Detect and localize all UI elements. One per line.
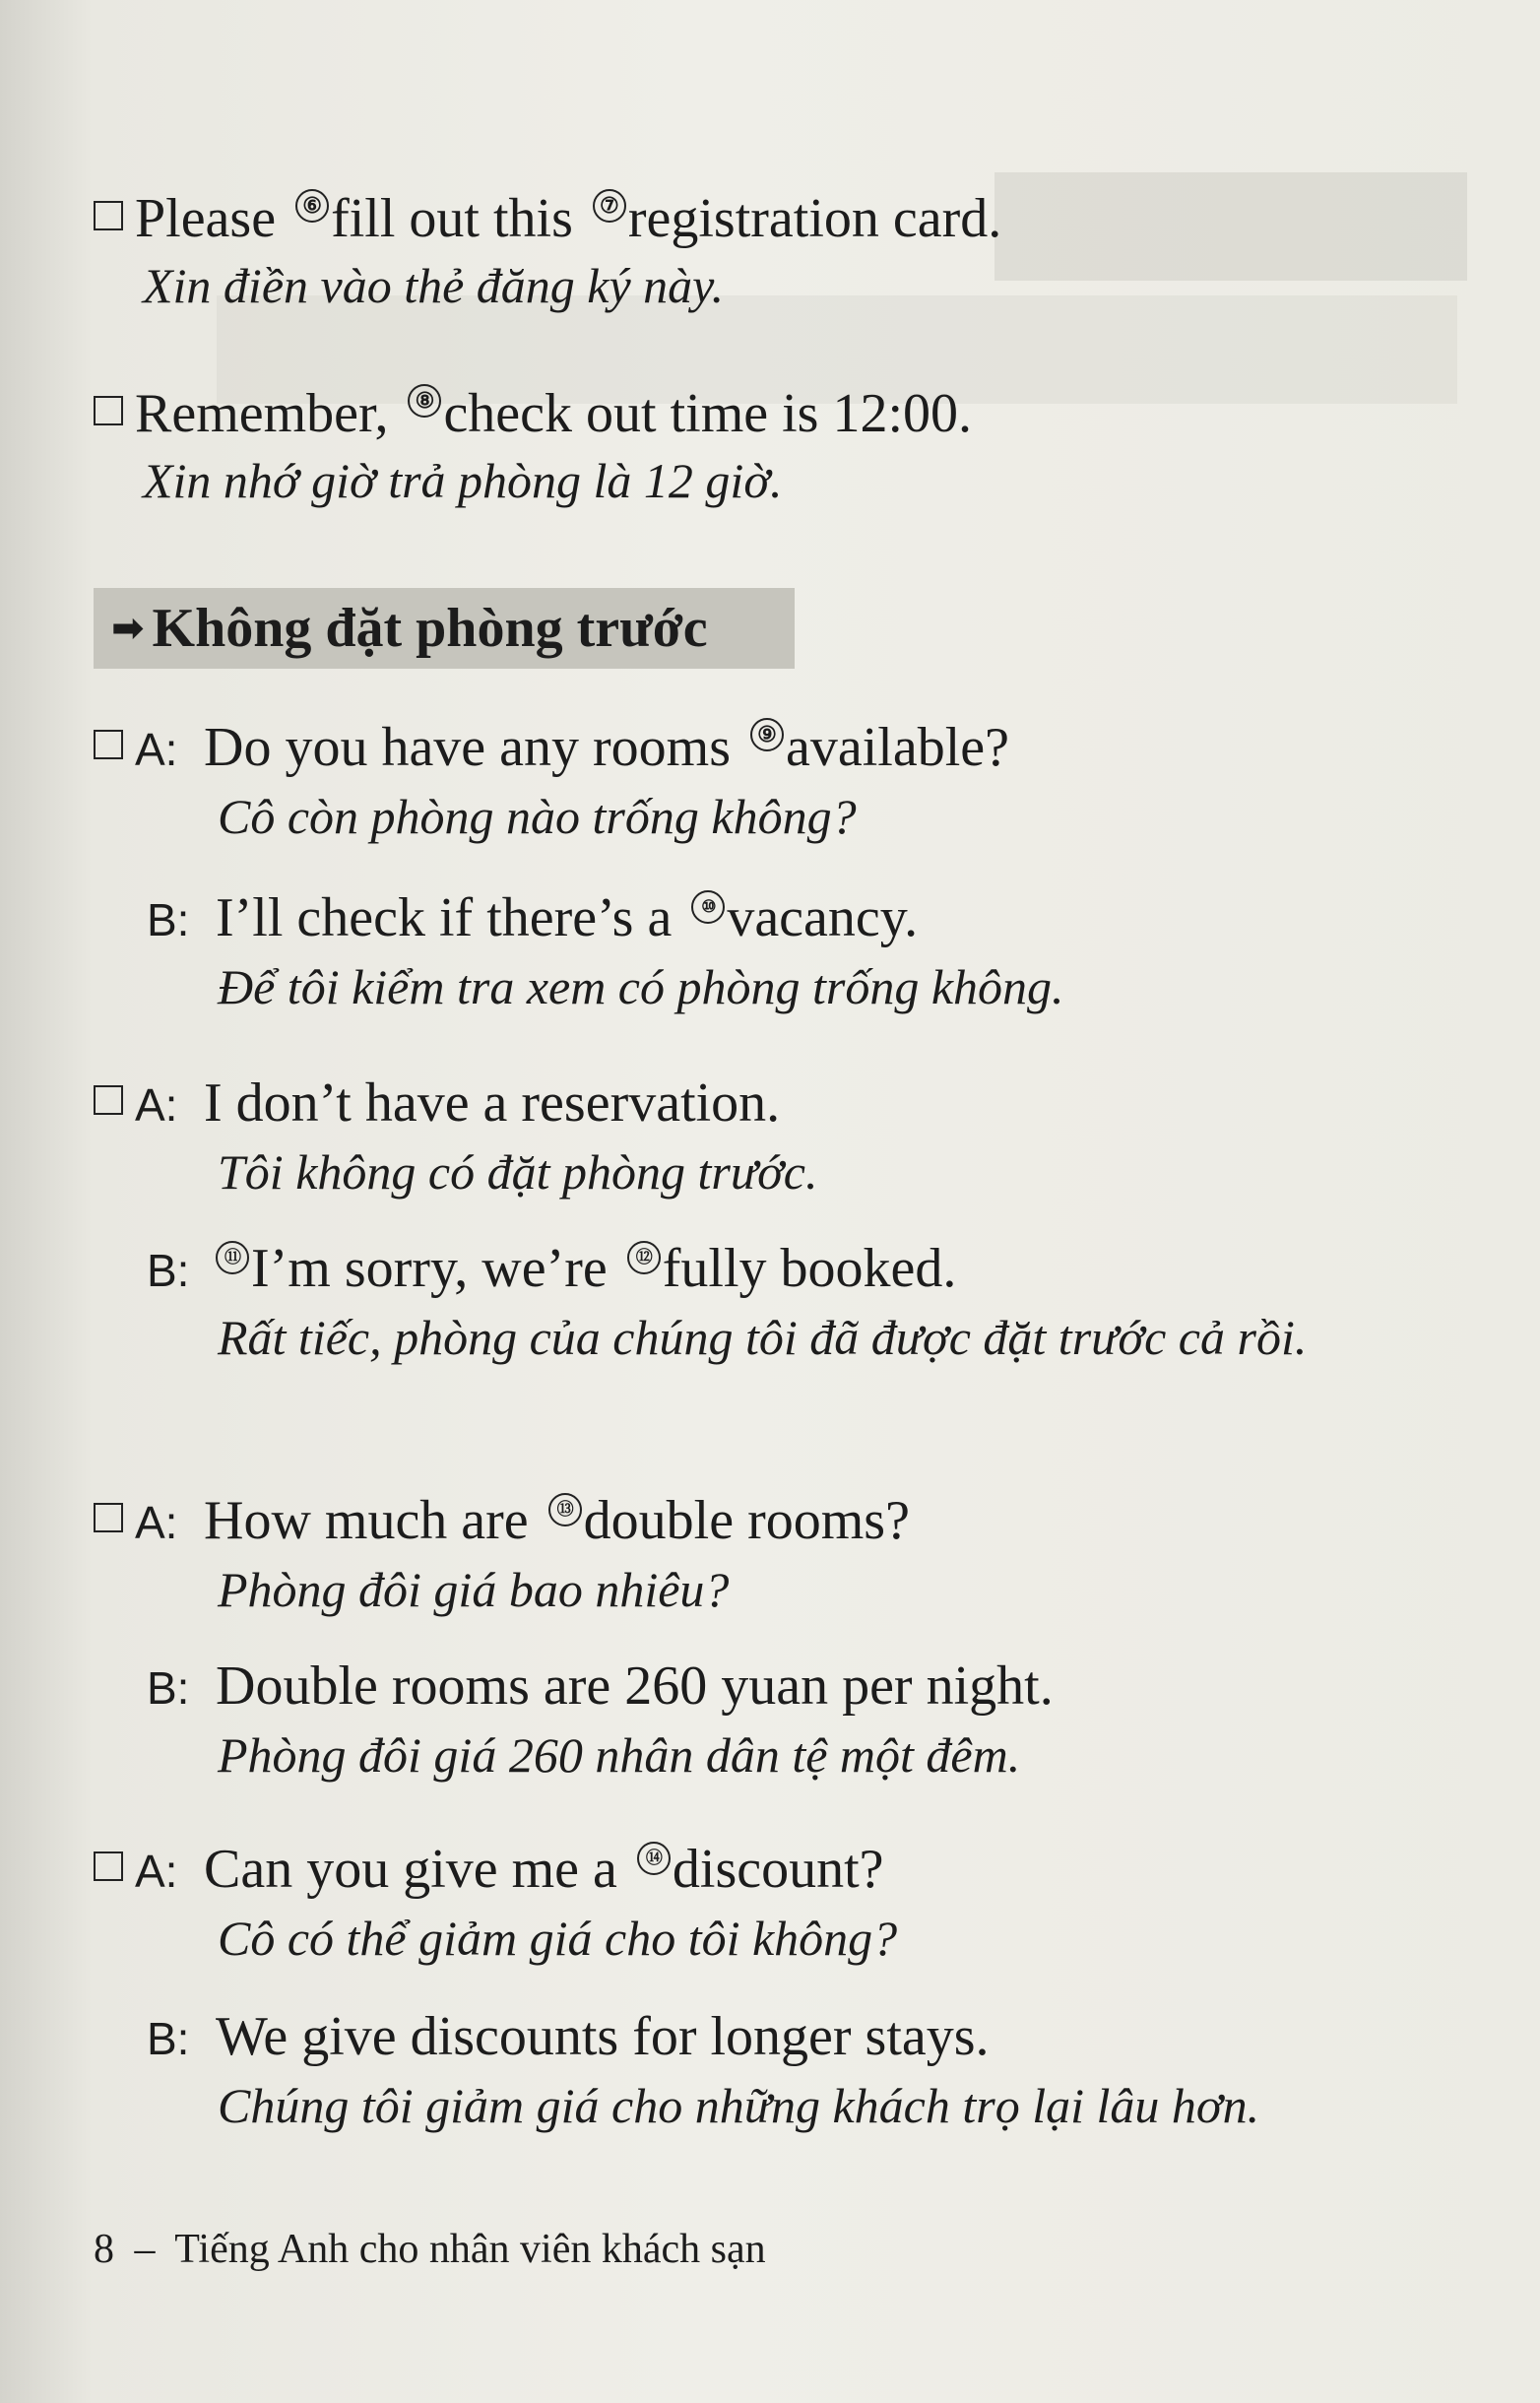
dialogue-line — [94, 1237, 1423, 1367]
footer-dash: – — [134, 2227, 156, 2272]
arrow-right-icon: ➡ — [111, 606, 145, 651]
circled-number-marker: ⑬ — [548, 1493, 582, 1526]
speaker-label: B: — [147, 1662, 190, 1714]
page-number: 8 — [94, 2227, 114, 2272]
dialogue-english: A: Can you give me a ⑭ discount? — [94, 1838, 1423, 1903]
phrase-english: Remember, ⑧ check out time is 12:00. — [94, 382, 1423, 445]
circled-number-marker: ⑨ — [750, 718, 784, 751]
speaker-label: A: — [135, 724, 178, 775]
circled-number-marker: ⑧ — [408, 384, 441, 418]
circled-number-marker: ⑪ — [216, 1241, 249, 1274]
speaker-label: A: — [135, 1846, 178, 1897]
checkbox-icon — [94, 1503, 123, 1532]
dialogue-vietnamese: Rất tiếc, phòng của chúng tôi đã được đặt trước cả rồi. — [218, 1310, 1308, 1365]
checkbox-icon — [94, 1851, 123, 1881]
dialogue-line — [94, 2005, 1423, 2135]
dialogue-english: B: I’ll check if there’s a ⑩ vacancy. — [94, 886, 1423, 951]
speaker-label: A: — [135, 1079, 178, 1131]
circled-number-marker: ⑫ — [627, 1241, 661, 1274]
section-title: Không đặt phòng trước — [152, 598, 708, 659]
circled-number-marker: ⑦ — [593, 189, 626, 223]
checkbox-icon — [94, 1085, 123, 1115]
page-footer — [94, 2226, 766, 2273]
section-heading — [94, 588, 795, 669]
dialogue-vietnamese: Để tôi kiểm tra xem có phòng trống không. — [218, 959, 1064, 1014]
dialogue-line — [94, 1838, 1423, 1968]
dialogue-vietnamese: Phòng đôi giá bao nhiêu? — [218, 1562, 730, 1617]
dialogue-english: A: I don’t have a reservation. — [94, 1072, 1423, 1137]
book-title: Tiếng Anh cho nhân viên khách sạn — [174, 2227, 766, 2272]
dialogue-line — [94, 1655, 1423, 1785]
circled-number-marker: ⑭ — [637, 1842, 671, 1875]
phrase-vietnamese: Xin điền vào thẻ đăng ký này. — [143, 258, 725, 313]
dialogue-vietnamese: Chúng tôi giảm giá cho những khách trọ lại lâu hơn. — [218, 2078, 1260, 2133]
speaker-label: B: — [147, 2013, 190, 2064]
phrase-english: Please ⑥ fill out this ⑦ registration card. — [94, 187, 1423, 250]
circled-number-marker: ⑩ — [691, 890, 725, 924]
speaker-label: B: — [147, 894, 190, 945]
dialogue-vietnamese: Phòng đôi giá 260 nhân dân tệ một đêm. — [218, 1727, 1021, 1783]
dialogue-english: B: Double rooms are 260 yuan per night. — [94, 1655, 1423, 1720]
dialogue-english: B: ⑪ I’m sorry, we’re ⑫ fully booked. — [94, 1237, 1423, 1302]
dialogue-vietnamese: Tôi không có đặt phòng trước. — [218, 1144, 818, 1200]
dialogue-vietnamese: Cô có thể giảm giá cho tôi không? — [218, 1911, 898, 1966]
dialogue-english: B: We give discounts for longer stays. — [94, 2005, 1423, 2070]
dialogue-english: A: Do you have any rooms ⑨ available? — [94, 716, 1423, 781]
dialogue-line — [94, 1489, 1423, 1619]
checkbox-icon — [94, 201, 123, 230]
dialogue-line — [94, 886, 1423, 1016]
checkbox-icon — [94, 730, 123, 759]
dialogue-line — [94, 1072, 1423, 1202]
circled-number-marker: ⑥ — [295, 189, 329, 223]
phrase-entry — [94, 187, 1423, 315]
dialogue-line — [94, 716, 1423, 846]
checkbox-icon — [94, 396, 123, 425]
speaker-label: A: — [135, 1497, 178, 1548]
dialogue-vietnamese: Cô còn phòng nào trống không? — [218, 789, 857, 844]
dialogue-english: A: How much are ⑬ double rooms? — [94, 1489, 1423, 1554]
phrase-vietnamese: Xin nhớ giờ trả phòng là 12 giờ. — [143, 453, 783, 508]
speaker-label: B: — [147, 1245, 190, 1296]
phrase-entry — [94, 382, 1423, 510]
